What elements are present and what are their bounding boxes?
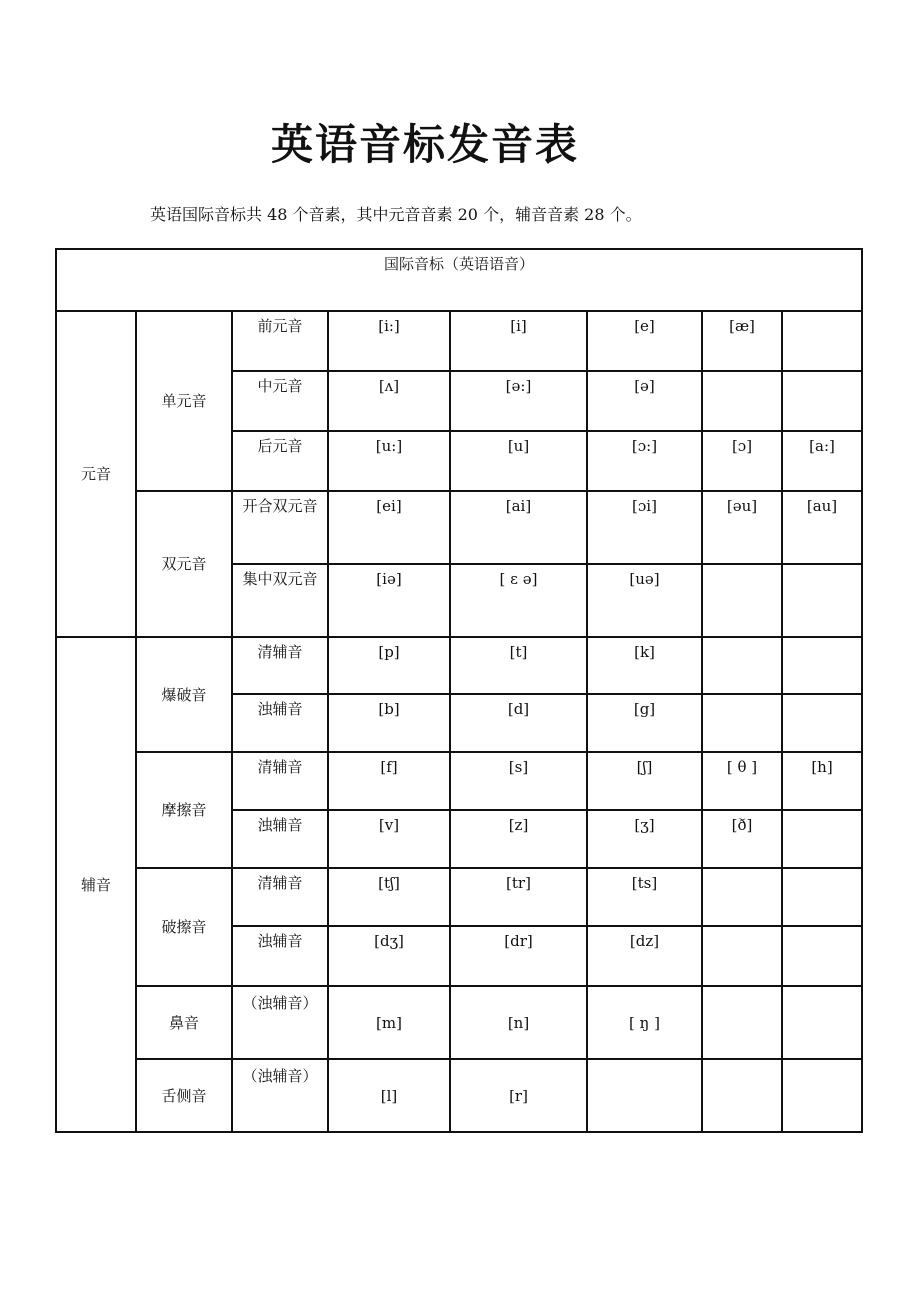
phoneme-cell: [h] [782,752,862,810]
phoneme-cell: [tʃ] [328,868,450,926]
phoneme-cell [782,926,862,986]
phoneme-cell [702,694,782,752]
group-fricative: 摩擦音 [136,752,232,868]
phoneme-cell: [əu] [702,491,782,564]
phoneme-cell: [t] [450,637,587,694]
phoneme-cell [782,986,862,1059]
phoneme-cell: [ə] [587,371,702,431]
page-title: 英语音标发音表 [270,120,579,169]
ipa-table [55,248,863,1133]
table-row [56,637,862,694]
group-diphthong: 双元音 [136,491,232,637]
row-label-voiced-note: （浊辅音） [232,1059,328,1132]
phoneme-cell: [i] [450,311,587,371]
phoneme-cell: [dʒ] [328,926,450,986]
phoneme-cell: [n] [450,986,587,1059]
phoneme-cell: [ θ ] [702,752,782,810]
phoneme-cell: [ɔ:] [587,431,702,491]
row-label-voiced: 浊辅音 [232,926,328,986]
group-monophthong: 单元音 [136,311,232,491]
group-plosive: 爆破音 [136,637,232,752]
table-header: 国际音标（英语语音） [56,249,862,311]
phoneme-cell: [i:] [328,311,450,371]
table-row [56,868,862,926]
phoneme-cell: [uə] [587,564,702,637]
phoneme-cell [782,371,862,431]
phoneme-cell: [u] [450,431,587,491]
row-label-back: 后元音 [232,431,328,491]
phoneme-cell: [ ŋ ] [587,986,702,1059]
phoneme-cell: [ʃ] [587,752,702,810]
intro-text: 英语国际音标共 48 个音素，其中元音音素 20 个，辅音音素 28 个。 [150,205,642,224]
phoneme-cell [782,311,862,371]
row-label-front: 前元音 [232,311,328,371]
row-label-central: 中元音 [232,371,328,431]
table-row [56,491,862,564]
table-row [56,311,862,371]
phoneme-cell: [s] [450,752,587,810]
phoneme-cell: [ei] [328,491,450,564]
phoneme-cell: [ð] [702,810,782,868]
phoneme-cell [782,810,862,868]
phoneme-cell: [dr] [450,926,587,986]
group-nasal: 鼻音 [136,986,232,1059]
table-row [56,1059,862,1132]
phoneme-cell [702,926,782,986]
phoneme-cell: [e] [587,311,702,371]
phoneme-cell: [ai] [450,491,587,564]
phoneme-cell [587,1059,702,1132]
phoneme-cell: [au] [782,491,862,564]
phoneme-cell: [ ɛ ə] [450,564,587,637]
category-vowels: 元音 [56,311,136,637]
group-lateral: 舌侧音 [136,1059,232,1132]
phoneme-cell: [l] [328,1059,450,1132]
phoneme-cell [782,694,862,752]
row-label-centering: 集中双元音 [232,564,328,637]
phoneme-cell: [u:] [328,431,450,491]
phoneme-cell [782,1059,862,1132]
phoneme-cell: [b] [328,694,450,752]
phoneme-cell: [z] [450,810,587,868]
phoneme-cell [782,868,862,926]
row-label-voiceless: 清辅音 [232,637,328,694]
category-consonants: 辅音 [56,637,136,1132]
phoneme-cell [702,637,782,694]
table-row [56,986,862,1059]
phoneme-cell [702,986,782,1059]
phoneme-cell: [æ] [702,311,782,371]
phoneme-cell: [dz] [587,926,702,986]
phoneme-cell: [ɔi] [587,491,702,564]
phoneme-cell: [iə] [328,564,450,637]
table-row [56,752,862,810]
phoneme-cell: [r] [450,1059,587,1132]
phoneme-cell: [ʌ] [328,371,450,431]
phoneme-cell [702,371,782,431]
phoneme-cell: [tr] [450,868,587,926]
row-label-voiced: 浊辅音 [232,694,328,752]
phoneme-cell: [m] [328,986,450,1059]
phoneme-cell: [ʒ] [587,810,702,868]
row-label-voiced-note: （浊辅音） [232,986,328,1059]
phoneme-cell [782,564,862,637]
row-label-voiceless: 清辅音 [232,868,328,926]
phoneme-cell [782,637,862,694]
phoneme-cell: [k] [587,637,702,694]
phoneme-cell: [ɔ] [702,431,782,491]
phoneme-cell [702,1059,782,1132]
phoneme-cell: [ts] [587,868,702,926]
phoneme-cell: [f] [328,752,450,810]
row-label-voiced: 浊辅音 [232,810,328,868]
phoneme-cell: [p] [328,637,450,694]
row-label-voiceless: 清辅音 [232,752,328,810]
phoneme-cell [702,564,782,637]
phoneme-cell: [v] [328,810,450,868]
row-label-closing: 开合双元音 [232,491,328,564]
phoneme-cell: [d] [450,694,587,752]
phoneme-cell: [a:] [782,431,862,491]
phoneme-cell: [ə:] [450,371,587,431]
group-affricate: 破擦音 [136,868,232,986]
phoneme-cell [702,868,782,926]
phoneme-cell: [g] [587,694,702,752]
